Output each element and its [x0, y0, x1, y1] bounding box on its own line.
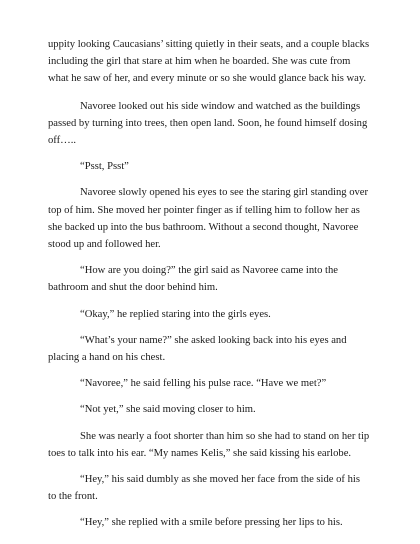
paragraph-whats-your-name: “What’s your name?” she asked looking back into his eyes and placing a hand on his chest.: [48, 334, 347, 364]
paragraph-not-yet: “Not yet,” she said moving closer to him.: [80, 404, 256, 416]
paragraph-how-are-you: “How are you doing?” the girl said as Navoree came into the bathroom and shut the door behind him.: [48, 265, 338, 294]
paragraph-hey-1: “Hey,” his said dumbly as she moved her face from the side of his to the front.: [48, 474, 360, 503]
body-text: [48, 36, 370, 532]
paragraph-window: Navoree looked out his side window and watched as the buildings passed by turning into trees, then open land. Soon, he found himself dosing off…..: [48, 100, 368, 147]
paragraph-okay: “Okay,” he replied staring into the girls eyes.: [80, 308, 271, 320]
paragraph-hey-2: “Hey,” she replied with a smile before pressing her lips to his.: [80, 517, 343, 529]
paragraph-navoree: “Navoree,” he said felling his pulse race. “Have we met?”: [80, 378, 327, 390]
paragraph-kelis: She was nearly a foot shorter than him so she had to stand on her tip toes to talk into his ear. “My names Kelis,” she said kissing his earlobe.: [48, 430, 370, 459]
paragraph-psst: “Psst, Psst”: [80, 161, 129, 173]
paragraph-bathroom: Navoree slowly opened his eyes to see the staring girl standing over top of him. She moved her pointer finger as if telling him to follow her as she backed up into the bus bathroom. Without a second thought, Navoree stood up and followed her.: [48, 187, 369, 251]
paragraph-continuation: uppity looking Caucasians’ sitting quietly in their seats, and a couple blacks including the girl that stare at him when he boarded. She was cute from what he saw of her, and every minute or so she would glance back his way.: [48, 39, 370, 85]
